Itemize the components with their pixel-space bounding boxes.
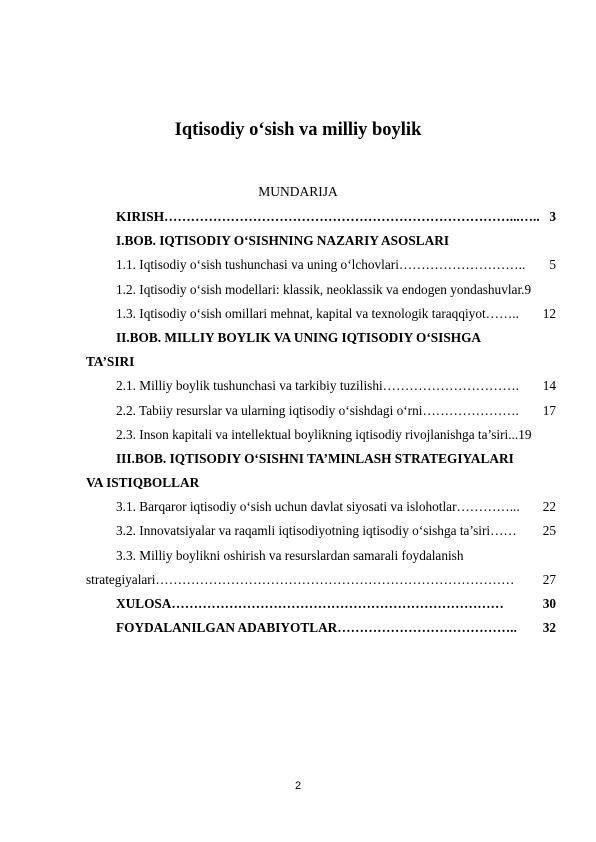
toc-chapter-1 [0,229,596,253]
toc-entry-page: 9 [524,281,532,297]
toc-chapter-label: III.BOB. IQTISODIY O‘SISHNI TA’MINLASH STRATEGIYALARI [116,450,514,466]
table-of-contents [0,205,596,640]
toc-entry-page: 30 [542,596,556,611]
toc-entry-leader: ……………………………………………………………………… [155,571,515,587]
toc-entry-leader: ……………………………………………………………………...….. [164,209,540,224]
toc-entry-2-1 [0,374,596,398]
toc-entry-page: 22 [542,499,556,515]
toc-entry-label: strategiyalari [86,571,156,587]
toc-chapter-label: TA’SIRI [86,354,135,370]
toc-entry-leader: …………………. [422,402,519,418]
toc-entry-leader: ……………………….. [398,257,526,273]
toc-entry-page: 5 [549,257,556,273]
toc-chapter-label: VA ISTIQBOLLAR [86,475,200,491]
toc-entry-label: 1.1. Iqtisodiy o‘sish tushunchasi va uning o‘lchovlari [116,257,399,273]
toc-entry-3-3 [0,544,596,568]
toc-entry-label: 3.1. Barqaror iqtisodiy o‘sish uchun davlat siyosati va islohotlar [116,499,457,515]
toc-chapter-2 [0,326,596,350]
toc-entry-label: 1.3. Iqtisodiy o‘sish omillari mehnat, kapital va texnologik taraqqiyot [116,305,486,321]
toc-entry-leader: ………………………………………………………………… [171,596,504,611]
toc-entry-page: 14 [542,378,556,394]
toc-entry-2-2 [0,399,596,423]
toc-entry-label: 2.2. Tabiiy resurslar va ularning iqtisodiy o‘sishdagi o‘rni [116,402,423,418]
toc-entry-leader: …….. [485,305,519,321]
toc-entry-page: 32 [542,620,556,636]
toc-entry-2-3 [0,423,596,447]
toc-entry-label: 3.3. Milliy boylikni oshirish va resurslardan samarali foydalanish [116,547,464,563]
toc-entry-3-1 [0,495,596,519]
toc-entry-references [0,616,596,640]
toc-entry-page: 19 [518,426,532,442]
toc-entry-3-2 [0,519,596,543]
toc-entry-label: 2.3. Inson kapitali va intellektual boylikning iqtisodiy rivojlanishga ta’siri... [116,426,519,442]
toc-heading: MUNDARIJA [258,184,338,199]
toc-entry-label: FOYDALANILGAN ADABIYOTLAR [116,620,338,636]
toc-chapter-3 [0,447,596,471]
toc-chapter-label: II.BOB. MILLIY BOYLIK VA UNING IQTISODIY O‘SISHGA [116,329,482,345]
toc-entry-1-2 [0,278,596,302]
toc-entry-page: 3 [549,209,556,224]
toc-entry-leader: …………………………. [382,378,519,394]
toc-entry-leader: ………………………………….. [337,620,517,636]
toc-entry-page: 12 [542,305,556,321]
document-title: Iqtisodiy o‘sish va milliy boylik [174,120,422,140]
toc-entry-label: 1.2. Iqtisodiy o‘sish modellari: klassik, neoklassik va endogen yondashuvlar. [116,281,525,297]
toc-entry-3-3-continued [0,568,596,592]
toc-entry-xulosa [0,592,596,616]
toc-chapter-label: I.BOB. IQTISODIY O‘SISHNING NAZARIY ASOSLARI [116,233,449,249]
page-number: 2 [294,780,302,792]
toc-chapter-3-continued [0,471,596,495]
toc-entry-leader: …… [490,523,517,539]
toc-entry-label: KIRISH [116,209,165,224]
toc-entry-1-3 [0,302,596,326]
toc-entry-page: 25 [542,523,556,539]
toc-chapter-2-continued [0,350,596,374]
toc-entry-leader: …………... [456,499,520,515]
toc-entry-label: XULOSA [116,596,172,611]
toc-entry-page: 17 [542,402,556,418]
toc-entry-label: 2.1. Milliy boylik tushunchasi va tarkibiy tuzilishi [116,378,383,394]
toc-entry-1-1 [0,253,596,277]
toc-entry-page: 27 [542,571,556,587]
toc-entry-kirish [0,205,596,229]
toc-entry-label: 3.2. Innovatsiyalar va raqamli iqtisodiyotning iqtisodiy o‘sishga ta’siri [116,523,491,539]
